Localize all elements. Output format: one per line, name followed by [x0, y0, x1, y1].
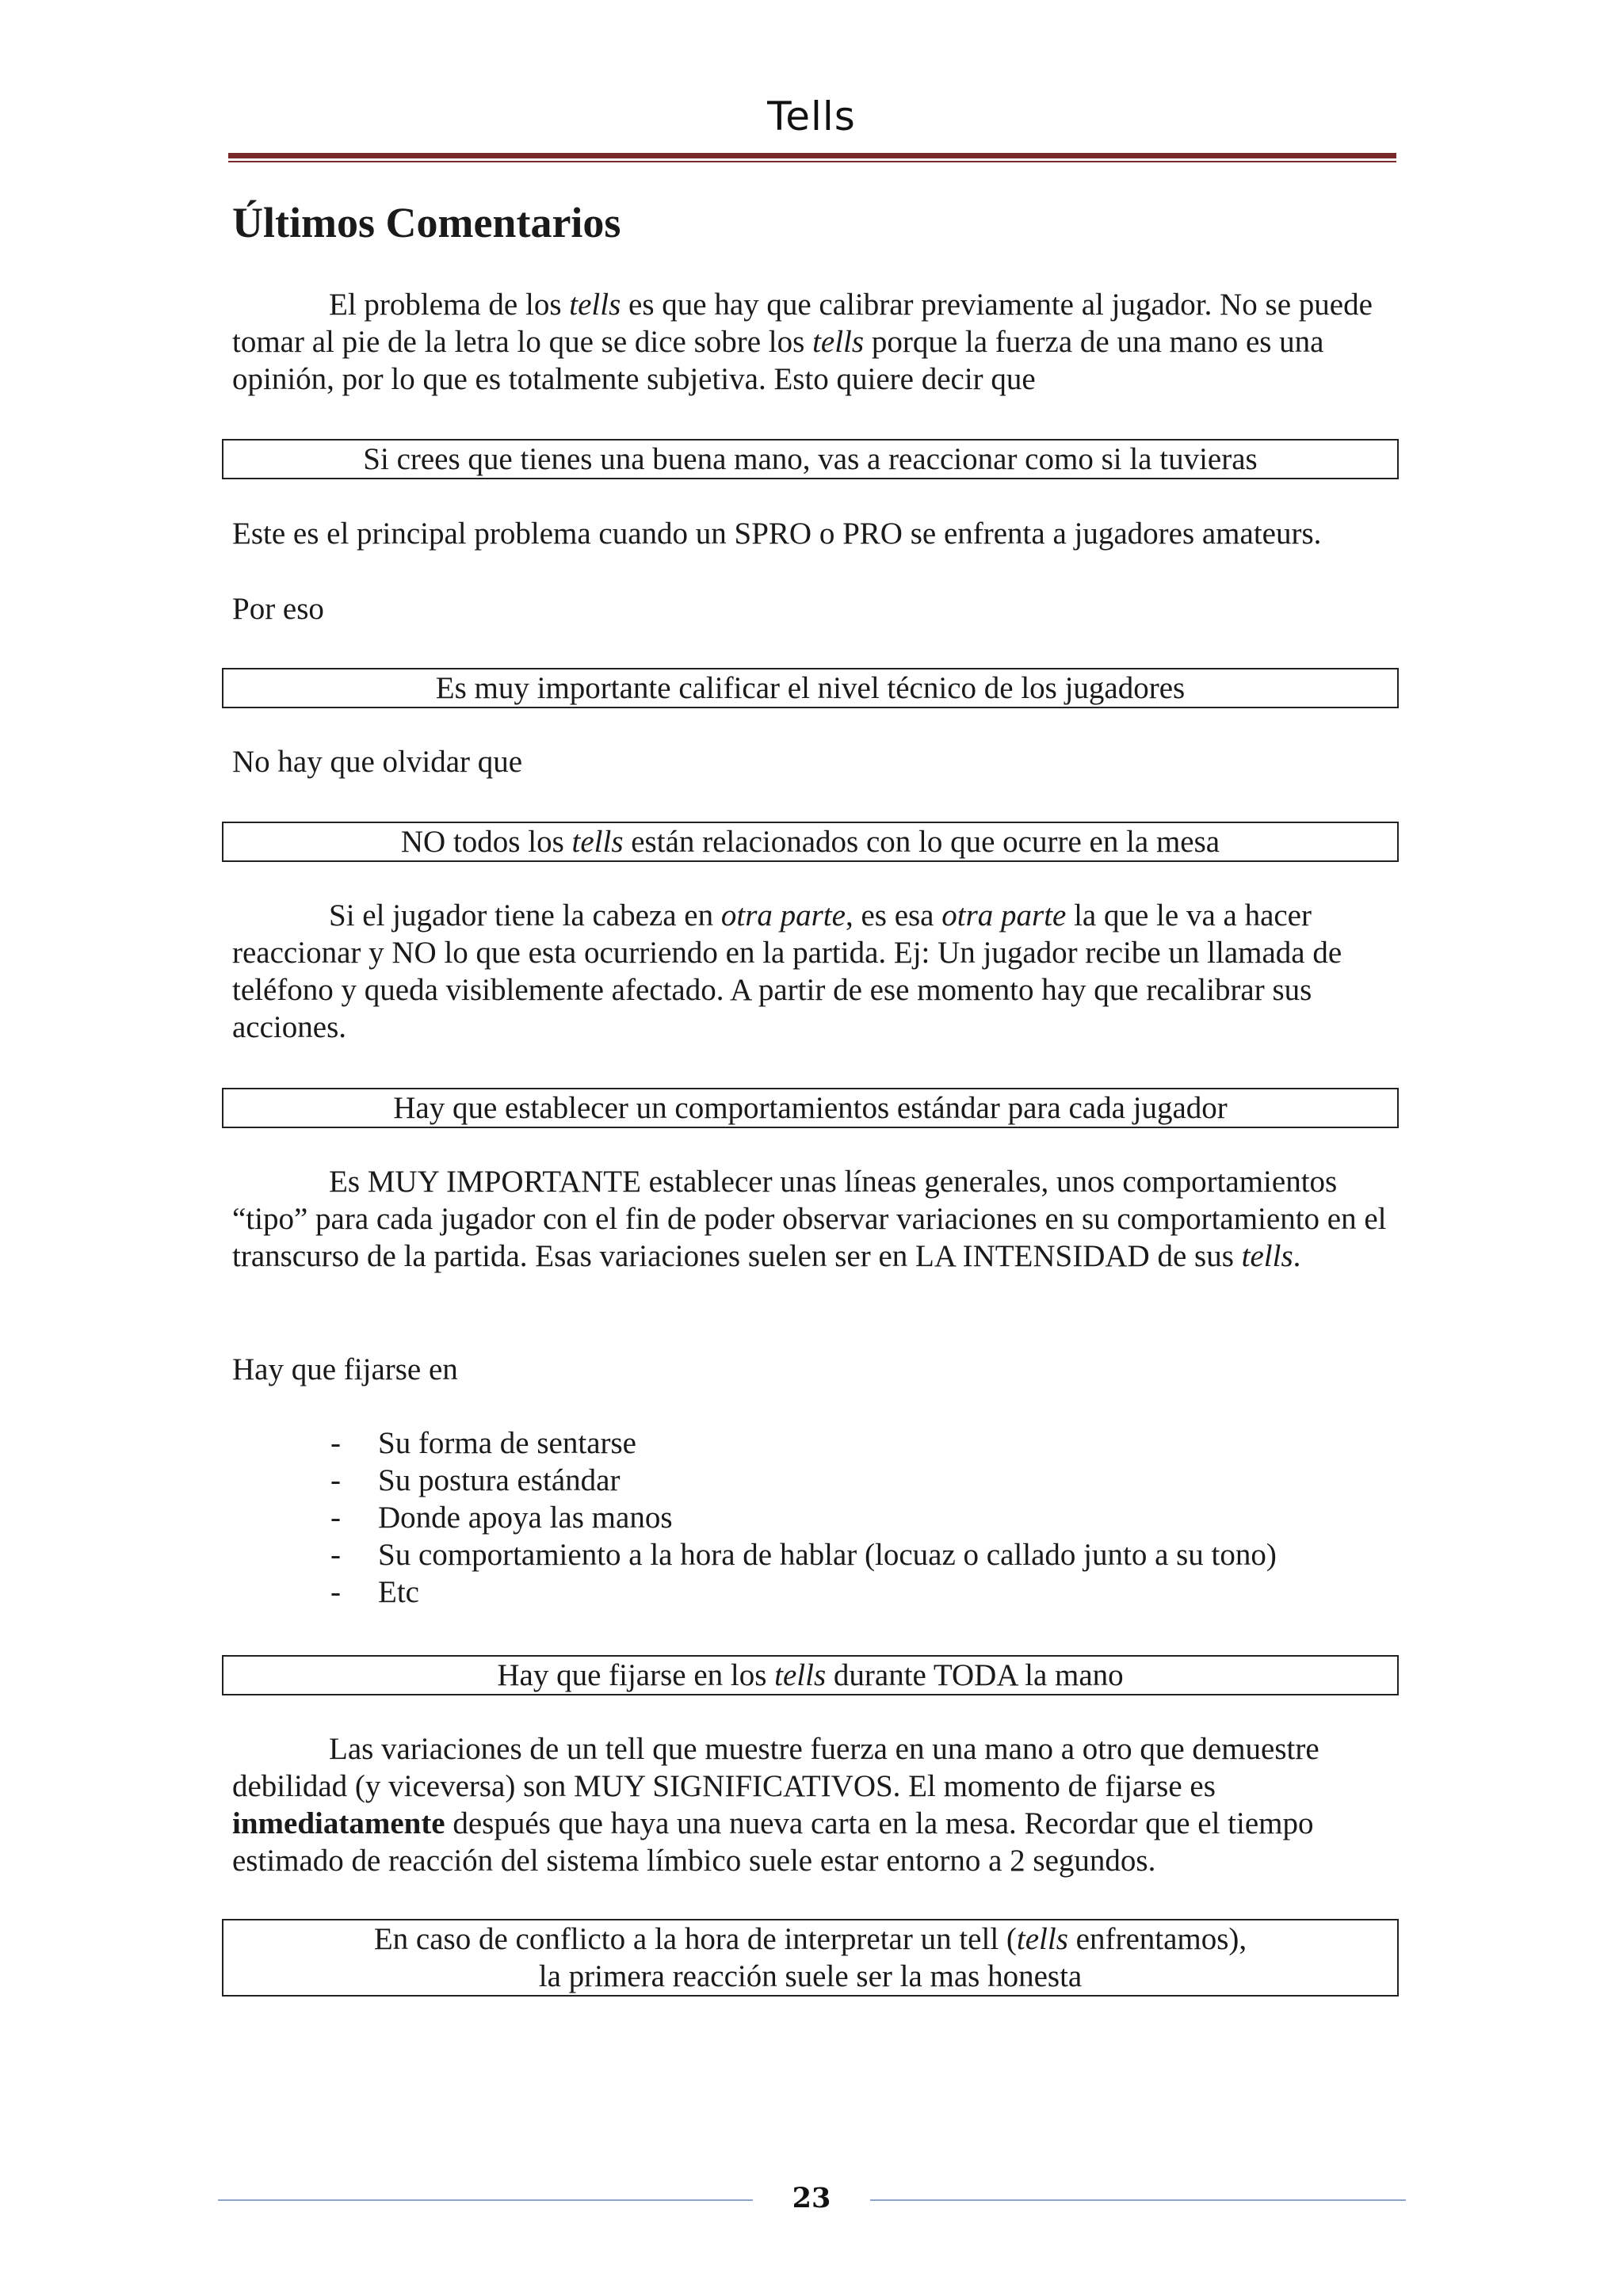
- paragraph-calibration: El problema de los tells es que hay que calibrar previamente al jugador. No se puede tomar al pie de la letra lo que se dice sobre los tells porque la fuerza de una mano es una opinión, por lo que es totalmente subjetiva. Esto quiere decir que: [232, 288, 1373, 396]
- callout-box-nivel-tecnico: Es muy importante calificar el nivel técnico de los jugadores: [222, 668, 1399, 708]
- list-item: - Etc: [330, 1575, 419, 1609]
- header-rule-thin: [228, 161, 1396, 162]
- list-item: - Su forma de sentarse: [330, 1426, 636, 1460]
- footer-rule-right: [870, 2199, 1406, 2201]
- page-number: 23: [792, 2182, 831, 2214]
- paragraph-fijarse-en: Hay que fijarse en: [232, 1352, 458, 1386]
- callout-box-no-todos-tells: NO todos los tells están relacionados con lo que ocurre en la mesa: [222, 822, 1399, 862]
- callout-box-toda-la-mano: Hay que fijarse en los tells durante TODA la mano: [222, 1655, 1399, 1695]
- paragraph-otra-parte: Si el jugador tiene la cabeza en otra parte, es esa otra parte la que le va a hacer reaccionar y NO lo que esta ocurriendo en la partida. Ej: Un jugador recibe un llamada de teléfono y queda visiblemente afectado. A partir de ese momento hay que recalibrar sus acciones.: [232, 898, 1342, 1044]
- observation-list: [329, 1425, 1277, 1611]
- footer-rule-left: [218, 2199, 753, 2201]
- running-header-title: Tells: [767, 93, 856, 139]
- paragraph-variaciones: Las variaciones de un tell que muestre fuerza en una mano a otro que demuestre debilidad (y viceversa) son MUY SIGNIFICATIVOS. El momento de fijarse es inmediatamente después que haya una nueva carta en la mesa. Recordar que el tiempo estimado de reacción del sistema límbico suele estar entorno a 2 segundos.: [232, 1732, 1319, 1878]
- paragraph-no-olvidar: No hay que olvidar que: [232, 745, 523, 779]
- list-item: - Su postura estándar: [330, 1463, 621, 1497]
- paragraph-por-eso: Por eso: [232, 592, 324, 626]
- section-heading: Últimos Comentarios: [232, 199, 621, 246]
- paragraph-spro-problem: Este es el principal problema cuando un SPRO o PRO se enfrenta a jugadores amateurs.: [232, 517, 1322, 551]
- list-item: - Su comportamiento a la hora de hablar (locuaz o callado junto a su tono): [330, 1538, 1277, 1572]
- callout-box-comportamiento-estandar: Hay que establecer un comportamientos estándar para cada jugador: [222, 1088, 1399, 1128]
- list-item: - Donde apoya las manos: [330, 1501, 673, 1535]
- paragraph-muy-importante: Es MUY IMPORTANTE establecer unas líneas generales, unos comportamientos “tipo” para cada jugador con el fin de poder observar variaciones en su comportamiento en el transcurso de la partida. Esas variaciones suelen ser en LA INTENSIDAD de sus tells.: [232, 1165, 1387, 1273]
- header-rule-thick: [228, 153, 1396, 158]
- callout-box-primera-reaccion: En caso de conflicto a la hora de interpretar un tell (tells enfrentamos), la primera reacción suele ser la mas honesta: [222, 1919, 1399, 1997]
- callout-box-buena-mano: Si crees que tienes una buena mano, vas a reaccionar como si la tuvieras: [222, 439, 1399, 479]
